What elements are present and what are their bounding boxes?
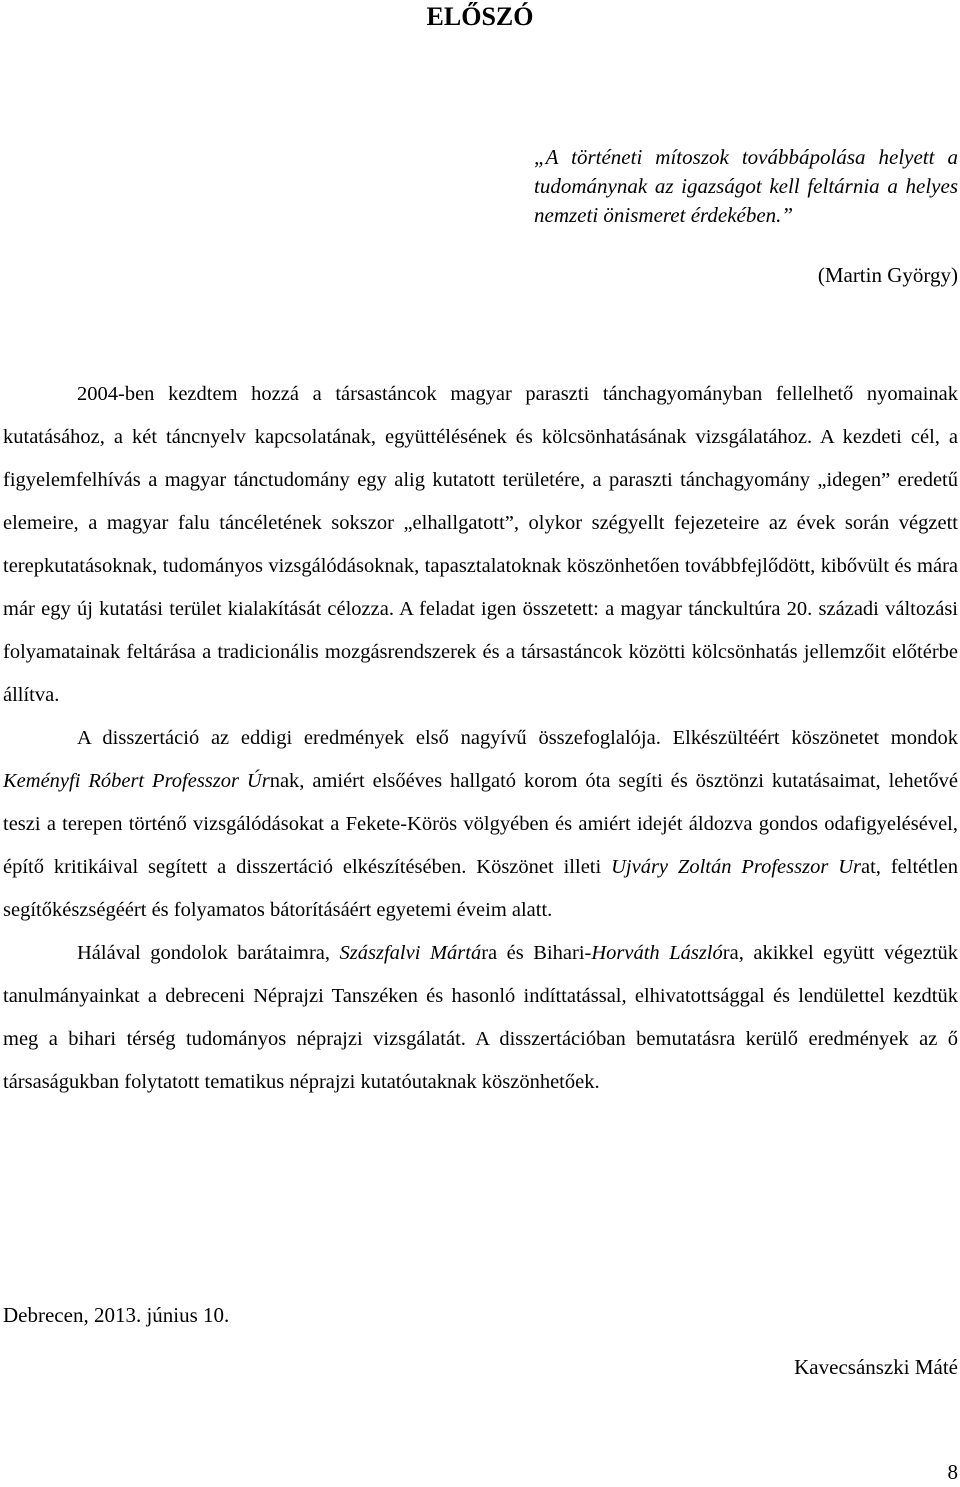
place-date: Debrecen, 2013. június 10. xyxy=(3,1303,230,1327)
paragraph-2-name-kemenyfi: Keményfi Róbert Professzor Úr xyxy=(3,770,270,792)
paragraph-2-segment-3: nak, amiért elsőéves hallgató korom óta segíti és ösztönzi kutatásaimat, lehetővé teszi a terepen történő vizsgálódásokat a Fekete-Körös völgyében és amiért idejét áldozva gondos odafigyelésével, építő kritikáival segített a disszertáció elkészítésében. Köszönet illeti xyxy=(3,770,959,878)
paragraph-2-segment-1: A disszertáció az eddigi eredmények első nagyívű összefoglalója. Elkészültéért köszönetet mondok xyxy=(77,727,958,749)
epigraph-author: (Martin György) xyxy=(817,263,958,287)
paragraph-3-name-horvath: Horváth László xyxy=(591,942,723,964)
body-text xyxy=(3,373,958,1104)
paragraph-2-segment-5: at, feltétlen segítőkészségéért és folyamatos bátorításáért egyetemi éveim alatt. xyxy=(3,856,958,921)
paragraph-3-segment-3: ra és Bihari- xyxy=(481,942,592,964)
paragraph-1-segment-1: 2004-ben kezdtem hozzá a társastáncok magyar paraszti tánchagyományban fellelhető nyomainak kutatásához, a két táncnyelv kapcsolatának, együttélésének és kölcsönhatásának vizsgálatához. A kezdeti cél, a figyelemfelhívás a magyar tánctudomány egy alig kutatott területére, a paraszti tánchagyomány „idegen” eredetű elemeire, a magyar falu táncéletének sokszor „elhallgatott”, olykor szégyellt fejezeteire az évek során végzett terepkutatásoknak, tudományos vizsgálódásoknak, tapasztalatoknak köszönhetően továbbfejlődött, kibővült és mára már egy új kutatási terület kialakítását célozza. A feladat igen összetett: a magyar tánckultúra 20. századi változási folyamatainak feltárása a tradicionális mozgásrendszerek és a társastáncok közötti kölcsönhatás jellemzőit előtérbe állítva. xyxy=(3,383,958,706)
paragraph-3-segment-1: Hálával gondolok barátaimra, xyxy=(77,942,340,964)
page-title: ELŐSZÓ xyxy=(426,2,534,31)
paragraph-3 xyxy=(3,932,958,1104)
epigraph-quote: „A történeti mítoszok továbbápolása helyett a tudománynak az igazságot kell feltárnia a helyes nemzeti önismeret érdekében.” xyxy=(534,145,958,227)
paragraph-3-segment-5: ra, akikkel együtt végeztük tanulmányainkat a debreceni Néprajzi Tanszéken és hasonló indíttatással, elhivatottsággal és lendülettel kezdtük meg a bihari térség tudományos néprajzi vizsgálatát. A disszertációban bemutatásra kerülő eredmények az ő társaságukban folytatott tematikus néprajzi kutatóutaknak köszönhetőek. xyxy=(3,942,958,1093)
paragraph-3-name-szaszfalvi: Szászfalvi Mártá xyxy=(339,942,482,964)
signature: Kavecsánszki Máté xyxy=(794,1355,958,1379)
paragraph-2-name-ujvary: Ujváry Zoltán Professzor Ur xyxy=(611,856,862,878)
page-number: 8 xyxy=(947,1460,958,1484)
paragraph-1 xyxy=(3,373,958,717)
paragraph-2 xyxy=(3,717,958,932)
